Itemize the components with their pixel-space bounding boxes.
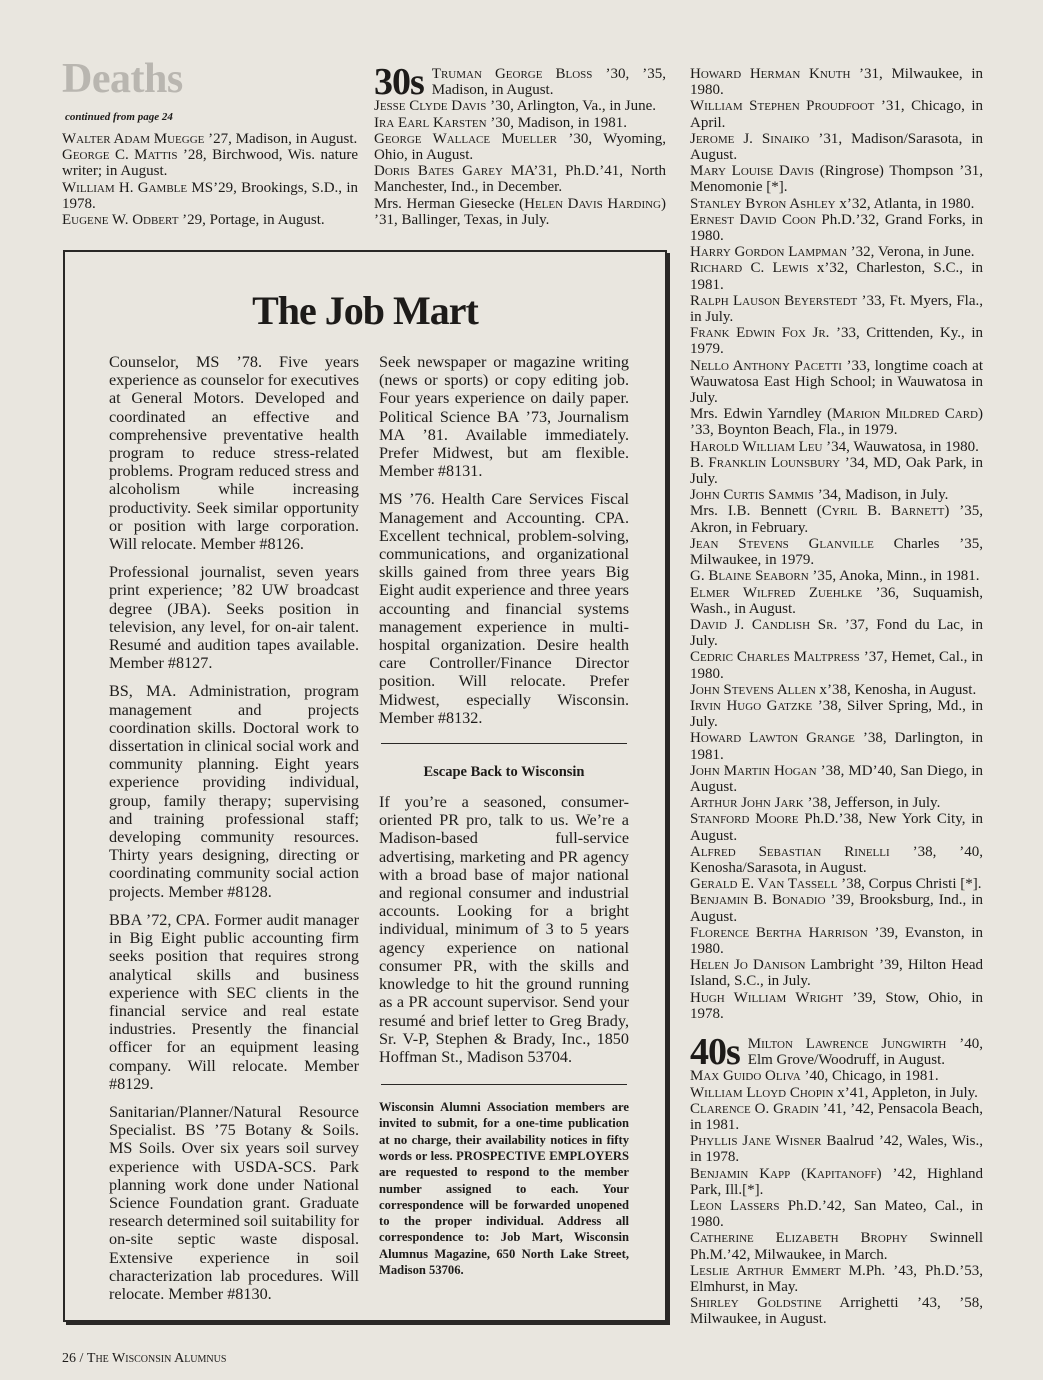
obituary-entry: [62, 147, 358, 179]
entry-details: x’41, Appleton, in July.: [833, 1084, 978, 1101]
entry-name: Benjamin B. Bonadio: [690, 892, 826, 909]
job-listing: Counselor, MS ’78. Five years experience as counselor for executives at General Motors. Developed and coordinated an effective and comprehensive preventative health program to reduce stress-related problems. Program reduced stress and alcoholism while increasing productivity. Seek similar opportunity or position with large corporation. Will relocate. Member #8126.: [109, 353, 359, 554]
entry-name: Ernest David Coon: [690, 211, 816, 228]
entry-name: William H. Gamble: [62, 179, 188, 196]
obituary-entry: [690, 1166, 983, 1198]
obituary-entry: [690, 163, 983, 195]
escape-ad-text: If you’re a seasoned, consumer-oriented PR pro, talk to us. We’re a Madison-based full-service advertising, marketing and PR agency with a broad base of major national and regional consumer and industrial accounts. Looking for a bright individual, minimum of 3 to 5 years agency experience on national consumer PR, with the skills and knowledge to hit the ground running as a PR account supervisor. Send your resumé and brief letter to Greg Brady, Sr. V-P, Stephen & Brady, Inc., 1850 Hoffman St., Madison 53704.: [379, 793, 629, 1066]
entry-prefix: Mrs. Edwin Yarndley (: [690, 406, 833, 423]
job-mart-right-column: [379, 353, 629, 1278]
entry-name: Stanford Moore: [690, 811, 799, 828]
entry-details: Charles ’35, Milwaukee, in 1979.: [690, 535, 983, 569]
entry-details: ’31, Madison/Sarasota, in August.: [690, 130, 983, 164]
entry-name: Truman George Bloss: [431, 66, 593, 82]
entry-name: David J. Candlish Sr.: [690, 616, 838, 633]
obituary-entry: [690, 358, 983, 407]
entry-details: x’38, Kenosha, in August.: [815, 681, 977, 698]
obituary-entry: [690, 730, 983, 762]
entry-details: ’38, Jefferson, in July.: [803, 795, 941, 812]
entry-details: ’37, Fond du Lac, in July.: [690, 616, 983, 650]
entry-name: Jesse Clyde Davis: [374, 98, 487, 115]
obituary-entry: [690, 682, 983, 698]
job-listing: MS ’76. Health Care Services Fiscal Management and Accounting. CPA. Excellent technical, problem-solving, communications, and organizational skills gained from three years Big Eight audit experience and three years accounting and financial systems management experience in multi-hospital organization. Desire health care Controller/Finance Director position. Will relocate. Prefer Midwest, especially Wisconsin. Member #8132.: [379, 490, 629, 727]
page-number: 26 /: [62, 1351, 87, 1366]
entry-details: MA’31, Ph.D.’41, North Manchester, Ind., in December.: [374, 163, 666, 196]
job-listing: BS, MA. Administration, program management and projects coordination skills. Doctoral work to dissertation in clinical social work and community planning. Eight years experience providing individual, group, family therapy; supervising and training professional staff; developing community resources. Thirty years designing, directing or coordinating community social action projects. Member #8128.: [109, 682, 359, 901]
job-mart-title: The Job Mart: [252, 288, 478, 333]
entry-name: Milton Lawrence Jungwirth: [747, 1035, 947, 1052]
entry-name: Hugh William Wright: [690, 989, 844, 1006]
entry-name: Frank Edwin Fox Jr.: [690, 325, 830, 342]
entry-details: ’41, ’42, Pensacola Beach, in 1981.: [690, 1100, 983, 1133]
decade-40s-first-entry: [748, 1036, 983, 1068]
obituary-entry: [690, 212, 983, 244]
obituary-entry: [690, 98, 983, 130]
page-footer: [62, 1351, 226, 1367]
magazine-name: The Wisconsin Alumnus: [86, 1351, 227, 1366]
entry-name: Walter Adam Muegge: [62, 131, 205, 147]
escape-ad-title: Escape Back to Wisconsin: [423, 764, 585, 781]
entry-name: Clarence O. Gradin: [690, 1100, 819, 1117]
obituary-entry: [690, 536, 983, 568]
entry-details: ’34, Madison, in July.: [813, 487, 949, 504]
entry-details: Ph.D.’38, New York City, in August.: [690, 811, 983, 844]
entry-details: ’38, Darlington, in 1981.: [690, 730, 984, 763]
entry-name: George C. Mattis: [62, 147, 178, 164]
entry-name: Howard Lawton Grange: [690, 730, 855, 747]
entry-details: ’30, Wyoming, Ohio, in August.: [374, 130, 666, 164]
entry-name: Jean Stevens Glanville: [690, 535, 874, 552]
job-mart-right-listings: [379, 353, 629, 727]
obituary-entry: [374, 163, 666, 195]
entry-name: Leon Lassers: [690, 1198, 780, 1215]
entry-details: ’36, Suquamish, Wash., in August.: [690, 584, 983, 617]
entry-details: ’34, MD, Oak Park, in July.: [690, 454, 983, 488]
entry-name: Alfred Sebastian Rinelli: [690, 843, 890, 860]
divider: [381, 743, 627, 744]
obituary-entry: [690, 1230, 983, 1262]
entry-details: ’39, Stow, Ohio, in 1978.: [690, 989, 983, 1022]
entry-details: ) ’31, Ballinger, Texas, in July.: [374, 195, 667, 228]
entry-details: ’32, Verona, in June.: [846, 244, 975, 261]
entry-name: Harry Gordon Lampman: [690, 244, 847, 261]
entry-name: Helen Jo Danison: [690, 957, 806, 974]
obituary-entry: [690, 293, 983, 325]
entry-details: ’31, Chicago, in April.: [690, 98, 983, 131]
entry-name: Shirley Goldstine: [690, 1295, 822, 1312]
obituary-entry: [690, 1295, 983, 1327]
obituary-entry: [690, 1068, 983, 1084]
entry-details: ’33, Crittenden, Ky., in 1979.: [690, 325, 983, 358]
entry-details: ’37, Hemet, Cal., in 1980.: [690, 649, 983, 682]
obituary-entry: [690, 649, 983, 681]
entry-details: ’30, Madison, in 1981.: [486, 114, 627, 131]
entry-name: Irvin Hugo Gatzke: [690, 697, 813, 714]
entry-name: Doris Bates Garey: [374, 163, 503, 180]
entry-name: John Martin Hogan: [690, 762, 817, 779]
obituary-entry: [690, 568, 983, 584]
entry-name: William Stephen Proudfoot: [690, 98, 875, 115]
entry-name: Nello Anthony Pacetti: [690, 357, 842, 374]
decade-40s-label: 40s: [690, 1030, 740, 1073]
entry-name: John Stevens Allen: [690, 681, 816, 698]
entry-details: ’39, Brooksburg, Ind., in August.: [690, 892, 983, 925]
obituary-entry: [690, 763, 983, 795]
entry-name: Richard C. Lewis: [690, 260, 809, 277]
decade-30s-list: [374, 98, 666, 228]
entry-name: G. Blaine Seaborn: [690, 568, 809, 585]
obituary-entry: [690, 66, 983, 98]
obituary-entry: [690, 1263, 983, 1295]
job-listing: Sanitarian/Planner/Natural Resource Specialist. BS ’75 Botany & Soils. MS Soils. Over six years soil survey experience with USDA-SCS. Park planning work done under National Science Foundation grant. Graduate research determined soil suitability for on-site septic waste disposal. Extensive experience in soil characterization lab procedures. Will relocate. Member #8130.: [109, 1102, 359, 1303]
job-mart-note: Wisconsin Alumni Association members are invited to submit, for a one-time publication at no charge, their availability notices in fifty words or less. PROSPECTIVE EMPLOYERS are requested to respond to the member number assigned to each. Your correspondence will be forwarded unopened to the proper individual. Address all correspondence to: Job Mart, Wisconsin Alumnus Magazine, 650 North Lake Street, Madison 53706.: [379, 1100, 629, 1278]
entry-name: Helen Davis Harding: [524, 195, 662, 212]
obituary-entry: [374, 131, 666, 163]
entry-name: Stanley Byron Ashley: [690, 195, 836, 212]
obituary-entry: [690, 455, 983, 487]
entry-details: Lambright ’39, Hilton Head Island, S.C., in July.: [690, 957, 983, 990]
obituary-entry: [690, 795, 983, 811]
decade-40s-list: [690, 1068, 983, 1327]
entry-name: Cyril B. Barnett: [821, 503, 945, 520]
entry-details: ’38, ’40, Kenosha/Sarasota, in August.: [690, 843, 983, 876]
obituary-entry: [690, 260, 983, 292]
obituary-entry: [690, 844, 983, 876]
obituary-entry: [690, 617, 983, 649]
obituary-entry: [690, 325, 983, 357]
deaths-column-3: [690, 66, 983, 1328]
entry-details: ’30, Arlington, Va., in June.: [486, 98, 657, 115]
decade-40s: [690, 1030, 983, 1073]
entry-details: ’42, Highland Park, Ill.[*].: [690, 1165, 983, 1198]
entry-details: x’32, Charleston, S.C., in 1981.: [690, 260, 983, 293]
deaths-column-2: [374, 61, 667, 228]
entry-name: Benjamin Kapp (Kapitanoff): [690, 1165, 882, 1182]
obituary-entry: [690, 957, 983, 989]
entry-name: Ira Earl Karsten: [374, 114, 487, 131]
entry-name: Harold William Leu: [690, 438, 823, 455]
entry-details: ’29, Portage, in August.: [178, 212, 325, 229]
entry-details: ’35, Anoka, Minn., in 1981.: [808, 568, 980, 585]
obituary-entry: [690, 698, 983, 730]
entry-name: Florence Bertha Harrison: [690, 924, 868, 941]
obituary-entry: [374, 115, 666, 131]
entry-name: Eugene W. Odbert: [62, 212, 179, 229]
job-listing: Seek newspaper or magazine writing (news or sports) or copy editing job. Four years experience on daily paper. Political Science BA ’73, Journalism MA ’81. Available immediately. Prefer Midwest, but am flexible. Member #8131.: [379, 353, 629, 481]
entry-name: Howard Herman Knuth: [690, 66, 851, 82]
obituary-entry: [62, 131, 358, 147]
deaths-column-1: [62, 131, 358, 228]
obituary-entry: [690, 876, 983, 892]
entry-details: ’33, Ft. Myers, Fla., in July.: [690, 292, 983, 326]
entry-details: ’27, Madison, in August.: [204, 131, 358, 147]
entry-prefix: Mrs. Herman Giesecke (: [374, 195, 525, 212]
entry-details: ’40, Chicago, in 1981.: [800, 1068, 939, 1085]
entry-name: Marion Mildred Card: [832, 406, 978, 423]
entry-details: (Ringrose) Thompson ’31, Menomonie [*].: [690, 163, 984, 196]
obituary-entry: [690, 925, 983, 957]
entry-name: George Wallace Mueller: [374, 130, 557, 147]
entry-details: ’34, Wauwatosa, in 1980.: [822, 438, 979, 455]
entry-prefix: Mrs. I.B. Bennett (: [690, 503, 822, 520]
entry-name: Catherine Elizabeth Brophy: [690, 1230, 908, 1247]
decade-30s-first-entry: [432, 66, 666, 98]
entry-details: Swinnell Ph.M.’42, Milwaukee, in March.: [690, 1230, 983, 1263]
obituary-entry: [690, 811, 983, 843]
entry-details: ’33, longtime coach at Wauwatosa East High School; in Wauwatosa in July.: [690, 357, 983, 407]
obituary-entry: [690, 131, 983, 163]
entry-name: Elmer Wilfred Zuehlke: [690, 584, 863, 601]
decade-30s-label: 30s: [374, 61, 424, 103]
entry-name: Arthur John Jark: [690, 795, 804, 812]
job-listing: Professional journalist, seven years print experience; ’82 UW broadcast degree (JBA). Seeks position in television, any level, for on-air talent. Resumé and audition tapes available. Member #8127.: [109, 563, 359, 673]
entry-name: Jerome J. Sinaiko: [690, 130, 810, 147]
obituary-entry: [690, 439, 983, 455]
entry-name: Cedric Charles Maltpress: [690, 649, 860, 666]
obituary-entry: [690, 1085, 983, 1101]
job-mart-box: [63, 250, 667, 1322]
entry-details: M.Ph. ’43, Ph.D.’53, Elmhurst, in May.: [690, 1262, 983, 1296]
obituary-entry: [690, 1101, 983, 1133]
decade-30s: [374, 61, 666, 103]
entry-details: ’40, Elm Grove/Woodruff, in August.: [747, 1035, 983, 1069]
obituary-entry: [690, 406, 983, 438]
entry-details: ’28, Birchwood, Wis. nature writer; in August.: [62, 147, 358, 180]
deaths-column-3-list: [690, 66, 983, 1022]
entry-details: ’38, Silver Spring, Md., in July.: [690, 697, 983, 731]
entry-details: Ph.D.’32, Grand Forks, in 1980.: [690, 211, 984, 245]
entry-name: Max Guido Oliva: [690, 1068, 801, 1085]
obituary-entry: [690, 1198, 983, 1230]
deaths-heading: Deaths: [62, 56, 183, 102]
obituary-entry: [690, 1133, 983, 1165]
entry-details: ’31, Milwaukee, in 1980.: [690, 66, 983, 99]
entry-details: ’30, ’35, Madison, in August.: [431, 66, 666, 99]
obituary-entry: [374, 98, 666, 114]
entry-name: B. Franklin Lounsbury: [690, 454, 841, 471]
entry-details: ’39, Evanston, in 1980.: [690, 924, 983, 957]
job-mart-left-column: [109, 353, 359, 1313]
obituary-entry: [62, 212, 358, 228]
entry-details: Baalrud ’42, Wales, Wis., in 1978.: [690, 1133, 983, 1166]
obituary-entry: [690, 487, 983, 503]
job-listing: BBA ’72, CPA. Former audit manager in Big Eight public accounting firm seeks position that requires strong analytical skills and business experience with SEC clients in the financial service and real estate industries. Presently the financial officer for an equipment leasing company. Will relocate. Member #8129.: [109, 910, 359, 1093]
obituary-entry: [62, 180, 358, 212]
obituary-entry: [690, 585, 983, 617]
continued-note: continued from page 24: [65, 111, 173, 123]
entry-name: John Curtis Sammis: [690, 487, 814, 504]
obituary-entry: [432, 66, 666, 98]
divider: [381, 1084, 627, 1085]
entry-details: MS’29, Brookings, S.D., in 1978.: [62, 179, 359, 212]
entry-details: ’38, Corpus Christi [*].: [837, 876, 982, 893]
obituary-entry: [690, 196, 983, 212]
obituary-entry: [690, 990, 983, 1022]
entry-details: ’38, MD’40, San Diego, in August.: [690, 762, 983, 795]
entry-details: Arrighetti ’43, ’58, Milwaukee, in August.: [690, 1295, 983, 1328]
entry-name: Gerald E. Van Tassell: [690, 876, 838, 893]
entry-details: ) ’35, Akron, in February.: [690, 503, 983, 536]
entry-name: Leslie Arthur Emmert: [690, 1262, 841, 1279]
entry-name: Ralph Lauson Beyerstedt: [690, 292, 858, 309]
entry-details: ) ’33, Boynton Beach, Fla., in 1979.: [690, 406, 983, 439]
obituary-entry: [690, 892, 983, 924]
entry-details: Ph.D.’42, San Mateo, Cal., in 1980.: [690, 1198, 983, 1231]
entry-details: x’32, Atlanta, in 1980.: [835, 195, 975, 212]
obituary-entry: [690, 244, 983, 260]
entry-name: Phyllis Jane Wisner: [690, 1133, 822, 1150]
obituary-entry: [374, 196, 666, 228]
obituary-entry: [748, 1036, 983, 1068]
entry-name: William Lloyd Chopin: [690, 1084, 834, 1101]
obituary-entry: [690, 503, 983, 535]
entry-name: Mary Louise Davis: [690, 163, 815, 180]
